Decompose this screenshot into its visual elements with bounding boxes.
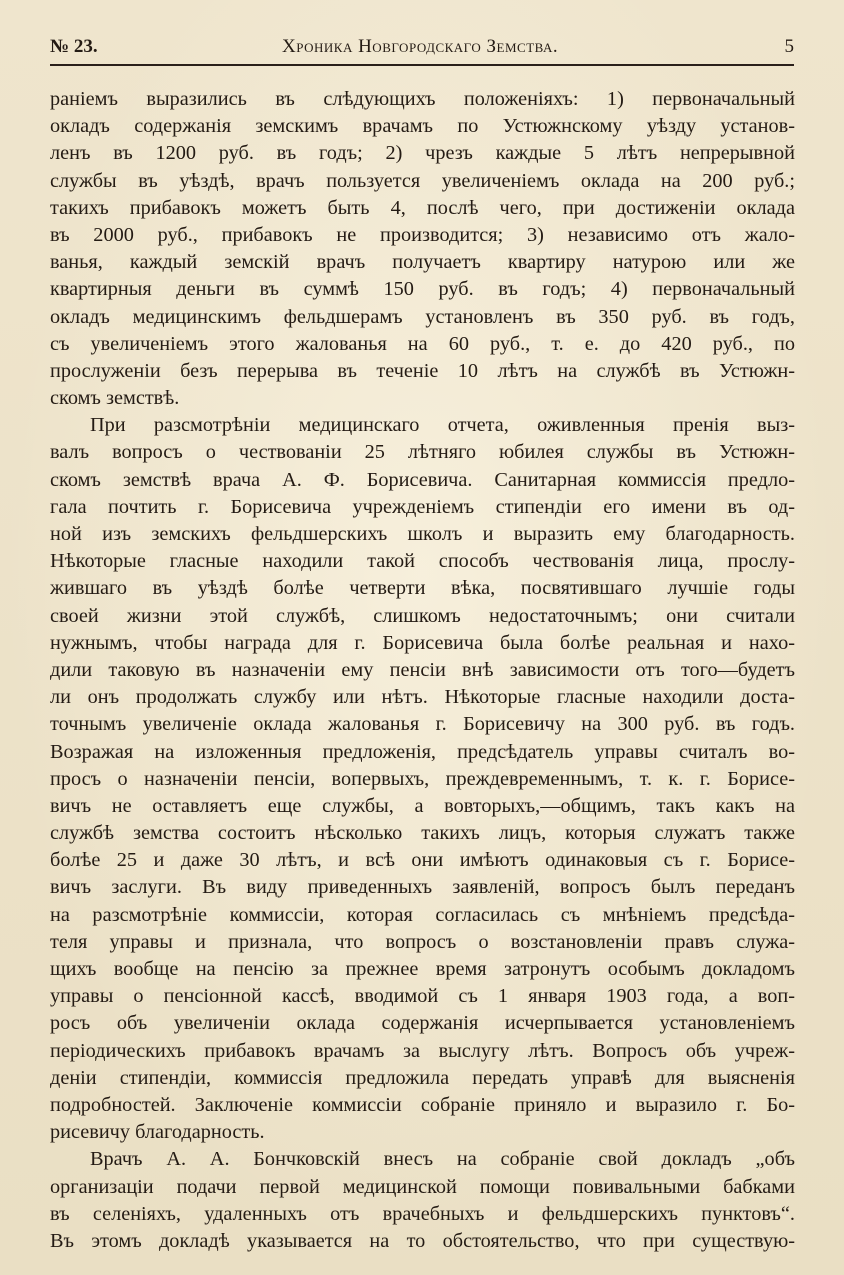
text-line: окладъ содержанія земскимъ врачамъ по Устюжнскому уѣзду установ- [50, 115, 795, 138]
text-line: подробностей. Заключеніе коммиссіи собраніе приняло и выразило г. Бо- [50, 1093, 795, 1116]
text-line: ленъ въ 1200 руб. въ годъ; 2) чрезъ каждые 5 лѣтъ непрерывной [50, 142, 795, 165]
text-line: съ увеличеніемъ этого жалованья на 60 руб., т. е. до 420 руб., по [50, 332, 795, 355]
body-text [50, 86, 795, 1255]
text-line: скомъ земствѣ врача А. Ф. Борисевича. Санитарная коммиссія предло- [50, 468, 795, 491]
text-line: квартирныя деньги въ суммѣ 150 руб. въ годъ; 4) первоначальный [50, 278, 795, 301]
text-line: Въ этомъ докладѣ указывается на то обстоятельство, что при существую- [50, 1229, 795, 1252]
page-number: 5 [784, 36, 794, 57]
text-line: Врачъ А. А. Бончковскій внесъ на собраніе свой докладъ „объ [90, 1148, 795, 1171]
text-line: гала почтить г. Борисевича учрежденіемъ стипендіи его имени въ од- [50, 495, 795, 518]
text-line: точнымъ увеличеніе оклада жалованья г. Борисевичу на 300 руб. въ годъ. [50, 713, 795, 736]
text-line: болѣе 25 и даже 30 лѣтъ, и всѣ они имѣютъ одинаковыя съ г. Борисе- [50, 849, 795, 872]
text-line: теля управы и признала, что вопросъ о возстановленіи правъ служа- [50, 930, 795, 953]
text-line: организаціи подачи первой медицинской помощи повивальными бабками [50, 1175, 795, 1198]
text-line: періодическихъ прибавокъ врачамъ за выслугу лѣтъ. Вопросъ объ учреж- [50, 1039, 795, 1062]
text-line: вичъ заслуги. Въ виду приведенныхъ заявленій, вопросъ былъ переданъ [50, 876, 795, 899]
text-line: управы о пенсіонной кассѣ, вводимой съ 1 января 1903 года, а воп- [50, 985, 795, 1008]
text-line: скомъ земствѣ. [50, 387, 180, 410]
running-title: Хроника Новгородскаго Земства. [282, 36, 559, 57]
text-line: Возражая на изложенныя предложенія, предсѣдатель управы считалъ во- [50, 740, 795, 763]
text-line: росъ объ увеличеніи оклада содержанія исчерпывается установленіемъ [50, 1012, 795, 1035]
text-line: жившаго въ уѣздѣ болѣе четверти вѣка, посвятившаго лучшіе годы [50, 577, 795, 600]
text-line: ванья, каждый земскій врачъ получаетъ квартиру натурою или же [50, 251, 795, 274]
text-line: При разсмотрѣніи медицинскаго отчета, оживленныя пренія выз- [90, 414, 795, 437]
header-rule [50, 64, 794, 66]
text-line: ли онъ продолжать службу или нѣтъ. Нѣкоторые гласные находили доста- [50, 686, 795, 709]
issue-number: № 23. [50, 36, 98, 57]
text-line: щихъ вообще на пенсію за прежнее время затронутъ особымъ докладомъ [50, 958, 795, 980]
text-line: окладъ медицинскимъ фельдшерамъ установленъ въ 350 руб. въ годъ, [50, 305, 795, 328]
text-line: дили таковую въ назначеніи ему пенсіи внѣ зависимости отъ того—будетъ [50, 658, 795, 681]
text-line: вичъ не оставляетъ еще службы, а вовторыхъ,—общимъ, такъ какъ на [50, 794, 795, 817]
text-line: своей жизни этой службѣ, слишкомъ недостаточнымъ; они считали [50, 604, 795, 627]
text-line: деніи стипендіи, коммиссія предложила передать управѣ для выясненія [50, 1066, 795, 1089]
text-line: раніемъ выразились въ слѣдующихъ положеніяхъ: 1) первоначальный [50, 88, 795, 110]
text-line: въ 2000 руб., прибавокъ не производится; 3) независимо отъ жало- [50, 223, 795, 246]
text-line: Нѣкоторые гласные находили такой способъ чествованія лица, прослу- [50, 550, 795, 573]
running-header [50, 34, 794, 62]
text-line: такихъ прибавокъ можетъ быть 4, послѣ чего, при достиженіи оклада [50, 196, 795, 219]
text-line: рисевичу благодарность. [50, 1121, 265, 1144]
text-line: валъ вопросъ о чествованіи 25 лѣтняго юбилея службы въ Устюжн- [50, 441, 795, 464]
text-line: на разсмотрѣніе коммиссіи, которая согласилась съ мнѣніемъ предсѣда- [50, 903, 795, 926]
text-line: прослуженіи безъ перерыва въ теченіе 10 лѣтъ на службѣ въ Устюжн- [50, 359, 795, 382]
text-line: въ селеніяхъ, удаленныхъ отъ врачебныхъ и фельдшерскихъ пунктовъ“. [50, 1202, 795, 1225]
text-line: ной изъ земскихъ фельдшерскихъ школъ и выразить ему благодарность. [50, 523, 795, 545]
text-line: нужнымъ, чтобы награда для г. Борисевича была болѣе реальная и нахо- [50, 631, 795, 654]
text-line: просъ о назначеніи пенсіи, вопервыхъ, преждевременнымъ, т. к. г. Борисе- [50, 767, 795, 790]
text-line: службы въ уѣздѣ, врачъ пользуется увеличеніемъ оклада на 200 руб.; [50, 169, 795, 192]
text-line: службѣ земства состоитъ нѣсколько такихъ лицъ, которыя служатъ также [50, 822, 795, 845]
